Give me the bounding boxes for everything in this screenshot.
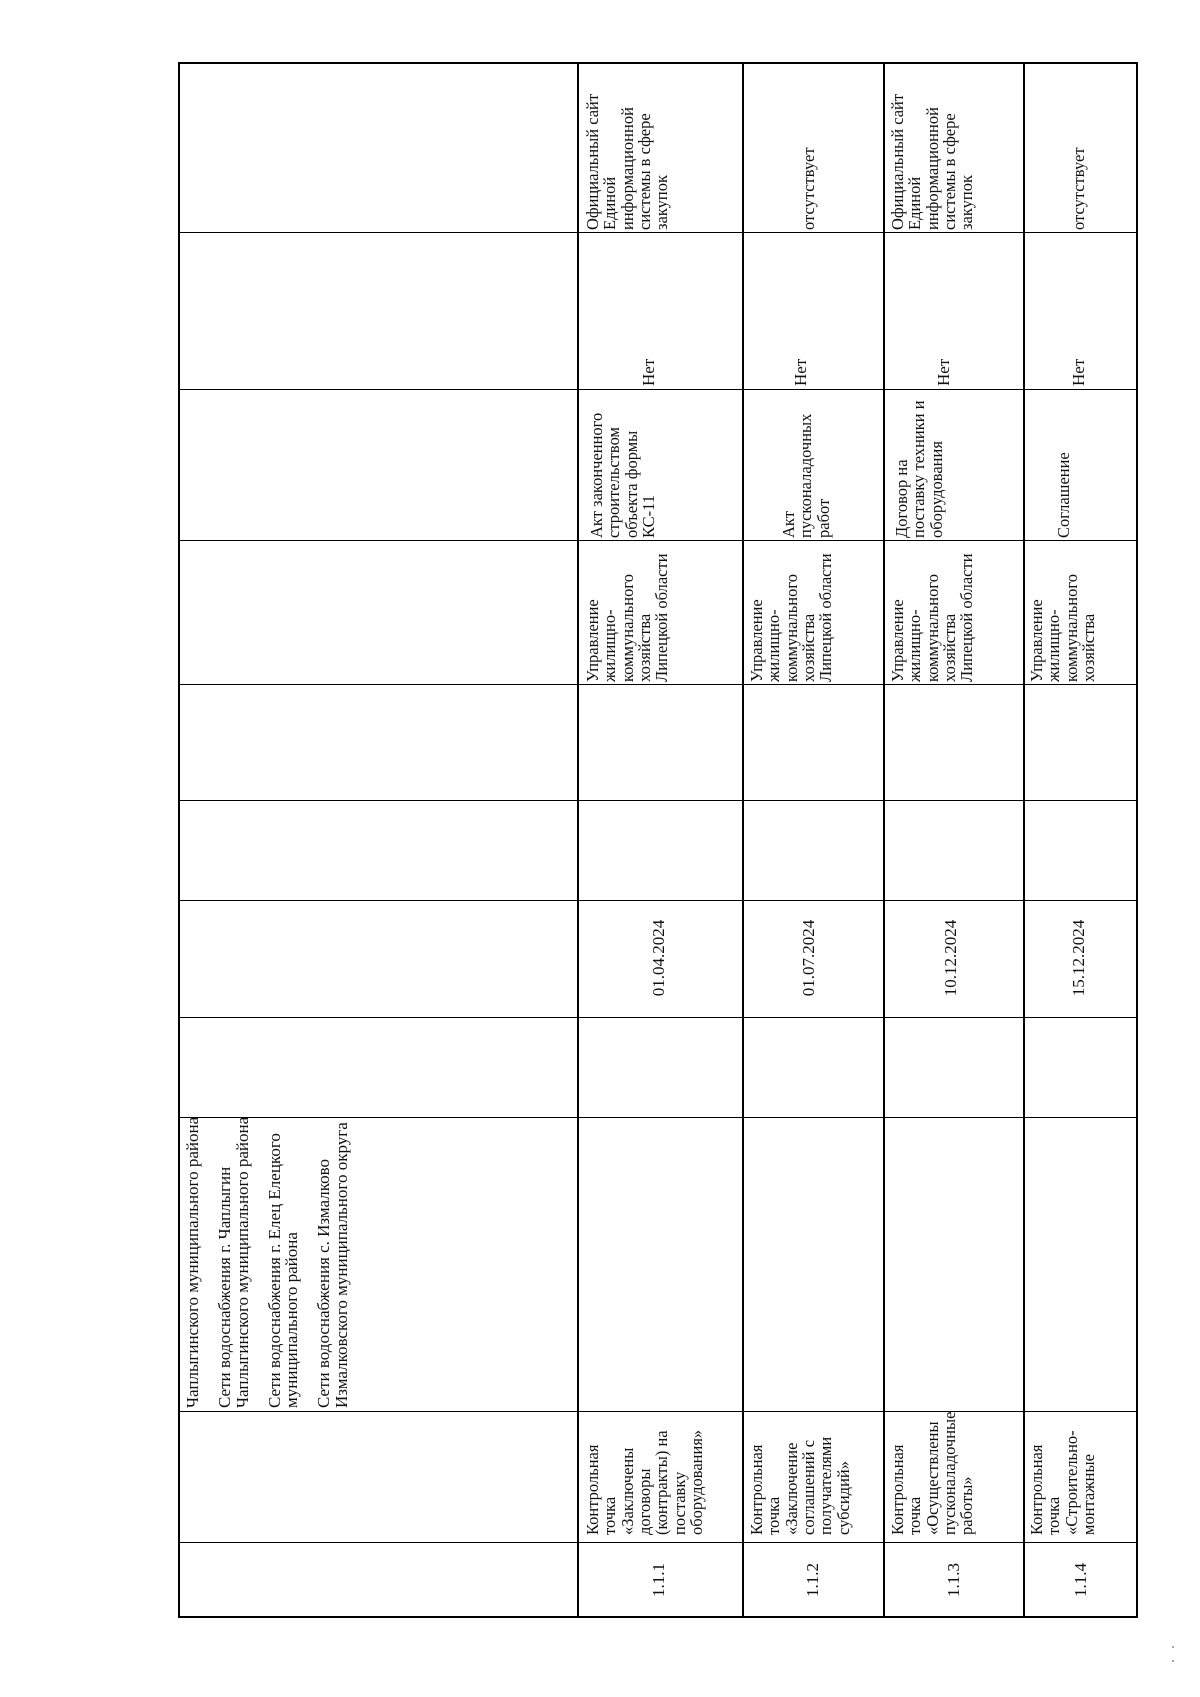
row-number-cell	[1028, 1544, 1134, 1616]
row-name: Контрольная точка «Строительно-монтажные	[1027, 1430, 1098, 1535]
row-flag: Нет	[791, 358, 810, 386]
row-separator	[577, 62, 579, 1618]
location-line: Чаплыгинского муниципального района	[183, 1116, 202, 1408]
row-separator	[883, 62, 885, 1618]
location-line: Сети водоснабжения г. Чаплыгин Чаплыгинского муниципального района	[214, 1116, 252, 1408]
table-border-left	[178, 62, 180, 1618]
row-document: Соглашение	[1054, 452, 1073, 538]
row-number: 1.1.1	[649, 1563, 669, 1597]
row-responsible: Управление жилищно-коммунального хозяйства Липецкой области	[583, 553, 672, 682]
column-separator	[178, 684, 1138, 685]
locations-cell	[184, 1112, 564, 1408]
scan-speck	[1172, 1660, 1174, 1662]
row-name: Контрольная точка «Осуществлены пусконаладочные работы»	[888, 1411, 977, 1535]
row-separator	[742, 62, 744, 1618]
column-separator	[178, 900, 1138, 901]
row-name: Контрольная точка «Заключение соглашений с получателями субсидий»	[747, 1436, 853, 1535]
row-document: Акт пусконаладочных работ	[779, 413, 833, 538]
table-border-bottom	[178, 1616, 1138, 1618]
row-flag: Нет	[934, 358, 953, 386]
row-number-cell	[889, 1544, 1019, 1616]
row-number-cell	[584, 1544, 734, 1616]
column-separator	[178, 540, 1138, 541]
column-separator	[178, 1542, 1138, 1543]
row-number: 1.1.3	[944, 1563, 964, 1597]
column-separator	[178, 800, 1138, 801]
location-line: Сети водоснабжения с. Измалково Измалковского муниципального округа	[314, 1122, 352, 1408]
column-separator	[178, 1017, 1138, 1018]
row-document: Договор на поставку техники и оборудования	[892, 400, 946, 538]
row-info: Официальный сайт Единой информационной системы в сфере закупок	[583, 93, 672, 230]
row-responsible: Управление жилищно-коммунального хозяйства Липецкой области	[888, 553, 977, 682]
row-number: 1.1.2	[803, 1563, 823, 1597]
row-separator	[1023, 62, 1025, 1618]
location-line: Сети водоснабжения г. Елец Елецкого муниципального района	[264, 1133, 302, 1408]
row-flag: Нет	[1069, 358, 1088, 386]
row-responsible: Управление жилищно-коммунального хозяйства	[1027, 574, 1098, 682]
row-flag: Нет	[639, 358, 658, 386]
row-number: 1.1.4	[1071, 1563, 1091, 1597]
row-date: 10.12.2024	[941, 919, 960, 997]
row-info: отсутствует	[799, 147, 818, 230]
row-number-cell	[748, 1544, 878, 1616]
column-separator	[178, 389, 1138, 390]
row-info: отсутствует	[1069, 147, 1088, 230]
row-info: Официальный сайт Единой информационной системы в сфере закупок	[888, 93, 977, 230]
scan-speck	[1172, 1646, 1174, 1648]
row-name: Контрольная точка «Заключены договоры (контракты) на поставку оборудования»	[583, 1429, 706, 1535]
row-date: 01.07.2024	[799, 919, 818, 997]
table-border-right	[1136, 62, 1138, 1618]
column-separator	[178, 232, 1138, 233]
row-date: 01.04.2024	[649, 919, 668, 997]
row-date: 15.12.2024	[1069, 919, 1088, 997]
row-document: Акт законченного строительством объекта формы КС-11	[587, 412, 658, 538]
column-separator	[178, 1411, 1138, 1412]
row-responsible: Управление жилищно-коммунального хозяйства Липецкой области	[747, 553, 836, 682]
